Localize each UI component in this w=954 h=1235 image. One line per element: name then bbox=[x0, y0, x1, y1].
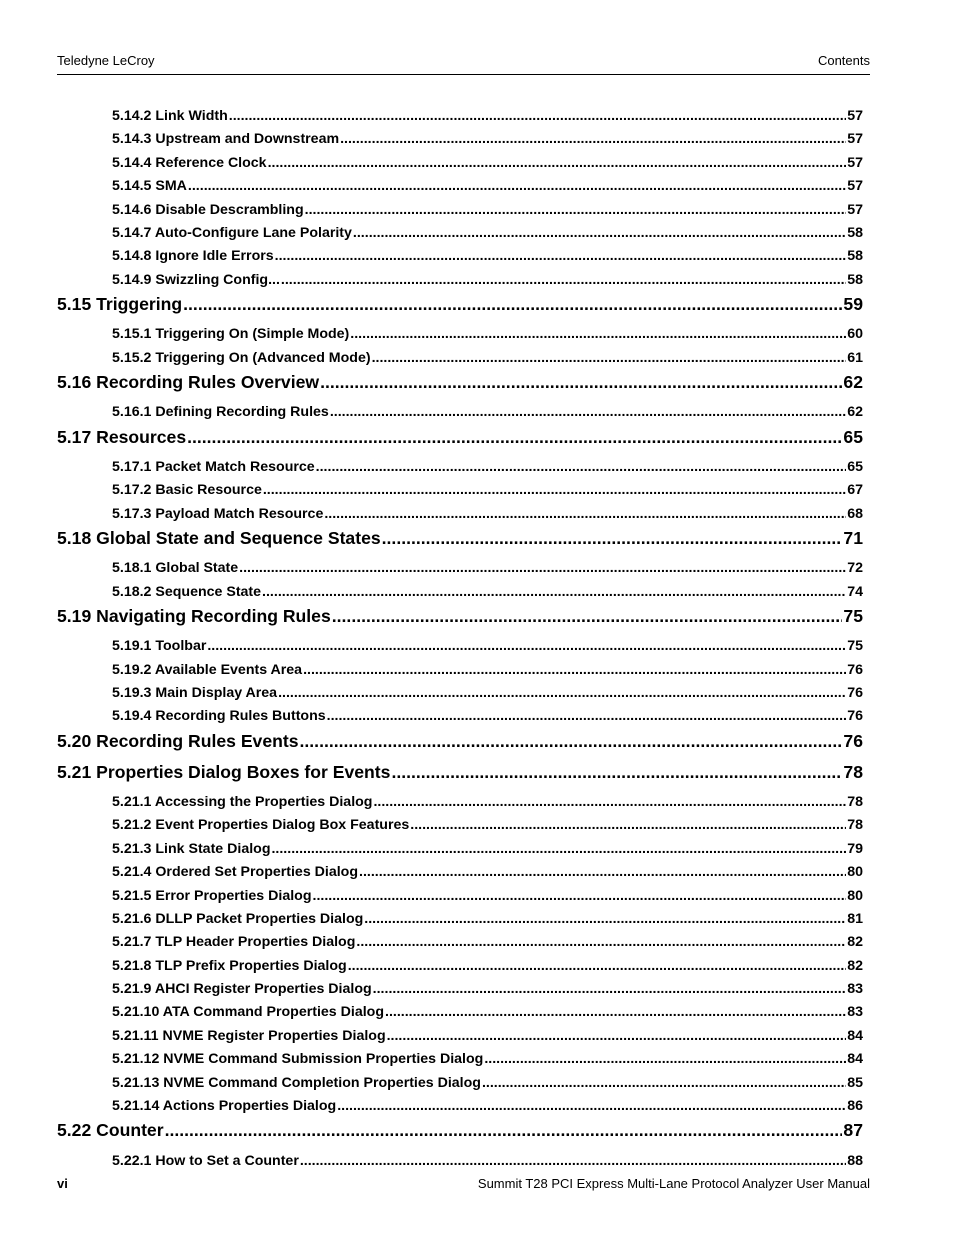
toc-entry-page: 82 bbox=[847, 934, 863, 950]
toc-entry-title: 5.17.2 Basic Resource bbox=[112, 482, 262, 498]
toc-leader bbox=[239, 559, 846, 577]
toc-entry-page: 83 bbox=[847, 1004, 863, 1020]
toc-entry[interactable] bbox=[57, 730, 863, 752]
toc-entry-page: 57 bbox=[847, 202, 863, 218]
toc-leader bbox=[165, 1119, 843, 1141]
toc-entry[interactable] bbox=[112, 816, 863, 834]
toc-leader bbox=[332, 605, 843, 627]
toc-entry[interactable] bbox=[112, 1027, 863, 1045]
toc-leader bbox=[313, 887, 847, 905]
toc-entry-page: 84 bbox=[847, 1051, 863, 1067]
toc-entry-page: 82 bbox=[847, 958, 863, 974]
header-section: Contents bbox=[817, 53, 870, 68]
toc-entry-title: 5.18.1 Global State bbox=[112, 560, 239, 576]
toc-leader bbox=[271, 840, 846, 858]
toc-leader bbox=[382, 527, 843, 549]
toc-leader bbox=[207, 637, 846, 655]
toc-entry-page: 76 bbox=[843, 731, 863, 751]
toc-entry[interactable] bbox=[112, 910, 863, 928]
toc-entry-title: 5.21.4 Ordered Set Properties Dialog bbox=[112, 864, 359, 880]
toc-entry-title: 5.21.6 DLLP Packet Properties Dialog bbox=[112, 911, 364, 927]
toc-entry-title: 5.21.12 NVME Command Submission Properties Dialog bbox=[112, 1051, 484, 1067]
toc-leader bbox=[372, 349, 847, 367]
toc-entry-title: 5.19.4 Recording Rules Buttons bbox=[112, 708, 326, 724]
toc-entry[interactable] bbox=[57, 293, 863, 315]
toc-entry-title: 5.21.9 AHCI Register Properties Dialog bbox=[112, 981, 372, 997]
toc-entry[interactable] bbox=[112, 107, 863, 125]
toc-entry[interactable] bbox=[112, 481, 863, 499]
toc-entry-page: 88 bbox=[847, 1153, 863, 1169]
toc-entry-title: 5.14.2 Link Width bbox=[112, 108, 228, 124]
toc-leader bbox=[320, 371, 842, 393]
toc-entry-page: 81 bbox=[847, 911, 863, 927]
toc-entry[interactable] bbox=[112, 840, 863, 858]
toc-entry-title: 5.19.1 Toolbar bbox=[112, 638, 207, 654]
toc-entry-title: 5.21.14 Actions Properties Dialog bbox=[112, 1098, 337, 1114]
toc-entry-page: 71 bbox=[843, 528, 863, 548]
toc-entry-page: 80 bbox=[847, 888, 863, 904]
toc-entry-page: 72 bbox=[847, 560, 863, 576]
toc-entry-page: 84 bbox=[847, 1028, 863, 1044]
toc-entry[interactable] bbox=[112, 707, 863, 725]
toc-leader bbox=[324, 505, 846, 523]
toc-entry-page: 59 bbox=[843, 294, 863, 314]
toc-entry[interactable] bbox=[112, 224, 863, 242]
toc-entry-page: 65 bbox=[843, 427, 863, 447]
toc-entry-title: 5.15.2 Triggering On (Advanced Mode) bbox=[112, 350, 371, 366]
toc-entry-title: 5.14.6 Disable Descrambling bbox=[112, 202, 304, 218]
toc-leader bbox=[188, 177, 846, 195]
toc-entry-page: 58 bbox=[847, 272, 863, 288]
toc-entry-title: 5.14.3 Upstream and Downstream bbox=[112, 131, 340, 147]
toc-leader bbox=[482, 1074, 846, 1092]
toc-entry-page: 57 bbox=[847, 155, 863, 171]
toc-entry-page: 78 bbox=[847, 817, 863, 833]
toc-entry-title: 5.21.5 Error Properties Dialog bbox=[112, 888, 312, 904]
toc-entry-title: 5.21.3 Link State Dialog bbox=[112, 841, 271, 857]
toc-entry[interactable] bbox=[112, 559, 863, 577]
toc-entry-page: 61 bbox=[847, 350, 863, 366]
toc-leader bbox=[278, 684, 846, 702]
toc-entry-title: 5.16 Recording Rules Overview bbox=[57, 372, 320, 392]
page-number: vi bbox=[57, 1176, 68, 1191]
toc-entry-page: 65 bbox=[847, 459, 863, 475]
toc-leader bbox=[353, 224, 846, 242]
toc-entry-page: 80 bbox=[847, 864, 863, 880]
toc-entry-title: 5.17.1 Packet Match Resource bbox=[112, 459, 315, 475]
toc-entry[interactable] bbox=[112, 661, 863, 679]
toc-entry[interactable] bbox=[112, 201, 863, 219]
toc-leader bbox=[410, 816, 846, 834]
toc-entry-title: 5.21.2 Event Properties Dialog Box Features bbox=[112, 817, 410, 833]
toc-entry-title: 5.21.8 TLP Prefix Properties Dialog bbox=[112, 958, 347, 974]
toc-entry-title: 5.14.9 Swizzling Config... bbox=[112, 272, 280, 288]
toc-entry[interactable] bbox=[112, 957, 863, 975]
toc-entry[interactable] bbox=[112, 271, 863, 289]
toc-entry-page: 78 bbox=[843, 762, 863, 782]
toc-leader bbox=[391, 761, 842, 783]
toc-entry[interactable] bbox=[112, 933, 863, 951]
toc-entry-page: 75 bbox=[847, 638, 863, 654]
toc-leader bbox=[275, 247, 847, 265]
toc-leader bbox=[373, 980, 847, 998]
toc-entry[interactable] bbox=[112, 1074, 863, 1092]
toc-entry[interactable] bbox=[112, 403, 863, 421]
toc-entry-page: 57 bbox=[847, 131, 863, 147]
toc-leader bbox=[373, 793, 846, 811]
toc-entry[interactable] bbox=[112, 154, 863, 172]
toc-leader bbox=[348, 957, 847, 975]
toc-leader bbox=[281, 271, 846, 289]
toc-entry-title: 5.21.10 ATA Command Properties Dialog bbox=[112, 1004, 384, 1020]
toc-leader bbox=[305, 201, 847, 219]
toc-entry[interactable] bbox=[112, 863, 863, 881]
toc-entry[interactable] bbox=[112, 887, 863, 905]
toc-entry-page: 68 bbox=[847, 506, 863, 522]
toc-entry[interactable] bbox=[112, 793, 863, 811]
toc-entry-title: 5.18.2 Sequence State bbox=[112, 584, 262, 600]
toc-entry[interactable] bbox=[112, 505, 863, 523]
toc-entry[interactable] bbox=[112, 349, 863, 367]
toc-leader bbox=[350, 325, 846, 343]
manual-title: Summit T28 PCI Express Multi-Lane Protocol Analyzer User Manual bbox=[477, 1176, 870, 1191]
toc-entry-page: 83 bbox=[847, 981, 863, 997]
toc-entry-page: 58 bbox=[847, 225, 863, 241]
toc-leader bbox=[356, 933, 846, 951]
toc-entry[interactable] bbox=[112, 684, 863, 702]
toc-entry-title: 5.19.2 Available Events Area bbox=[112, 662, 303, 678]
toc-entry-page: 62 bbox=[847, 404, 863, 420]
toc-entry-page: 74 bbox=[847, 584, 863, 600]
toc-leader bbox=[300, 730, 843, 752]
toc-entry-title: 5.19 Navigating Recording Rules bbox=[57, 606, 331, 626]
toc-entry-title: 5.18 Global State and Sequence States bbox=[57, 528, 381, 548]
toc-leader bbox=[268, 154, 847, 172]
toc-leader bbox=[364, 910, 846, 928]
toc-leader bbox=[316, 458, 847, 476]
toc-entry-page: 76 bbox=[847, 685, 863, 701]
toc-entry-title: 5.21.11 NVME Register Properties Dialog bbox=[112, 1028, 386, 1044]
toc-leader bbox=[387, 1027, 847, 1045]
toc-entry-page: 57 bbox=[847, 178, 863, 194]
toc-leader bbox=[484, 1050, 846, 1068]
toc-entry-page: 76 bbox=[847, 662, 863, 678]
toc-leader bbox=[303, 661, 846, 679]
toc-entry-title: 5.14.7 Auto-Configure Lane Polarity bbox=[112, 225, 352, 241]
toc-entry-title: 5.17.3 Payload Match Resource bbox=[112, 506, 324, 522]
toc-entry[interactable] bbox=[112, 1003, 863, 1021]
toc-entry-page: 76 bbox=[847, 708, 863, 724]
toc-entry-page: 86 bbox=[847, 1098, 863, 1114]
toc-leader bbox=[300, 1152, 846, 1170]
toc-entry[interactable] bbox=[112, 458, 863, 476]
toc-entry-title: 5.22.1 How to Set a Counter bbox=[112, 1153, 299, 1169]
toc-entry-title: 5.20 Recording Rules Events bbox=[57, 731, 299, 751]
page-header bbox=[57, 52, 870, 75]
toc-entry-page: 57 bbox=[847, 108, 863, 124]
toc-entry-title: 5.17 Resources bbox=[57, 427, 187, 447]
toc-entry[interactable] bbox=[57, 605, 863, 627]
toc-entry-title: 5.14.8 Ignore Idle Errors bbox=[112, 248, 274, 264]
toc-leader bbox=[262, 583, 846, 601]
toc-entry[interactable] bbox=[112, 325, 863, 343]
toc-entry-page: 62 bbox=[843, 372, 863, 392]
header-company: Teledyne LeCroy bbox=[57, 53, 155, 68]
toc-entry-page: 87 bbox=[843, 1120, 863, 1140]
toc-entry[interactable] bbox=[57, 761, 863, 783]
toc-leader bbox=[337, 1097, 846, 1115]
toc-entry[interactable] bbox=[112, 1097, 863, 1115]
toc-entry-page: 78 bbox=[847, 794, 863, 810]
page-footer bbox=[57, 1176, 870, 1196]
toc-entry-title: 5.19.3 Main Display Area bbox=[112, 685, 278, 701]
toc-entry[interactable] bbox=[112, 130, 863, 148]
toc-leader bbox=[359, 863, 846, 881]
toc-entry[interactable] bbox=[57, 371, 863, 393]
toc-entry-title: 5.21.1 Accessing the Properties Dialog bbox=[112, 794, 373, 810]
toc-entry-title: 5.21.13 NVME Command Completion Properties Dialog bbox=[112, 1075, 481, 1091]
toc-entry-page: 58 bbox=[847, 248, 863, 264]
toc-entry[interactable] bbox=[57, 426, 863, 448]
toc-entry-page: 67 bbox=[847, 482, 863, 498]
toc-entry[interactable] bbox=[57, 527, 863, 549]
toc-entry-page: 79 bbox=[847, 841, 863, 857]
toc-leader bbox=[229, 107, 846, 125]
toc-entry[interactable] bbox=[57, 1119, 863, 1141]
toc-entry[interactable] bbox=[112, 177, 863, 195]
toc-entry-title: 5.21 Properties Dialog Boxes for Events bbox=[57, 762, 391, 782]
toc-entry[interactable] bbox=[112, 247, 863, 265]
toc-leader bbox=[183, 293, 842, 315]
toc-leader bbox=[263, 481, 846, 499]
toc-entry-title: 5.22 Counter bbox=[57, 1120, 164, 1140]
toc-entry[interactable] bbox=[112, 583, 863, 601]
toc-leader bbox=[385, 1003, 846, 1021]
toc-leader bbox=[340, 130, 846, 148]
toc-entry[interactable] bbox=[112, 637, 863, 655]
toc-entry[interactable] bbox=[112, 1050, 863, 1068]
toc-entry-title: 5.21.7 TLP Header Properties Dialog bbox=[112, 934, 356, 950]
toc-entry-page: 85 bbox=[847, 1075, 863, 1091]
toc-entry-title: 5.16.1 Defining Recording Rules bbox=[112, 404, 329, 420]
toc-leader bbox=[187, 426, 842, 448]
toc-entry-title: 5.15 Triggering bbox=[57, 294, 183, 314]
toc-leader bbox=[327, 707, 847, 725]
toc-entry-title: 5.15.1 Triggering On (Simple Mode) bbox=[112, 326, 350, 342]
toc-leader bbox=[330, 403, 846, 421]
toc-entry-title: 5.14.4 Reference Clock bbox=[112, 155, 267, 171]
toc-entry[interactable] bbox=[112, 1152, 863, 1170]
toc-entry-page: 75 bbox=[843, 606, 863, 626]
toc-entry[interactable] bbox=[112, 980, 863, 998]
toc-entry-page: 60 bbox=[847, 326, 863, 342]
toc-entry-title: 5.14.5 SMA bbox=[112, 178, 187, 194]
